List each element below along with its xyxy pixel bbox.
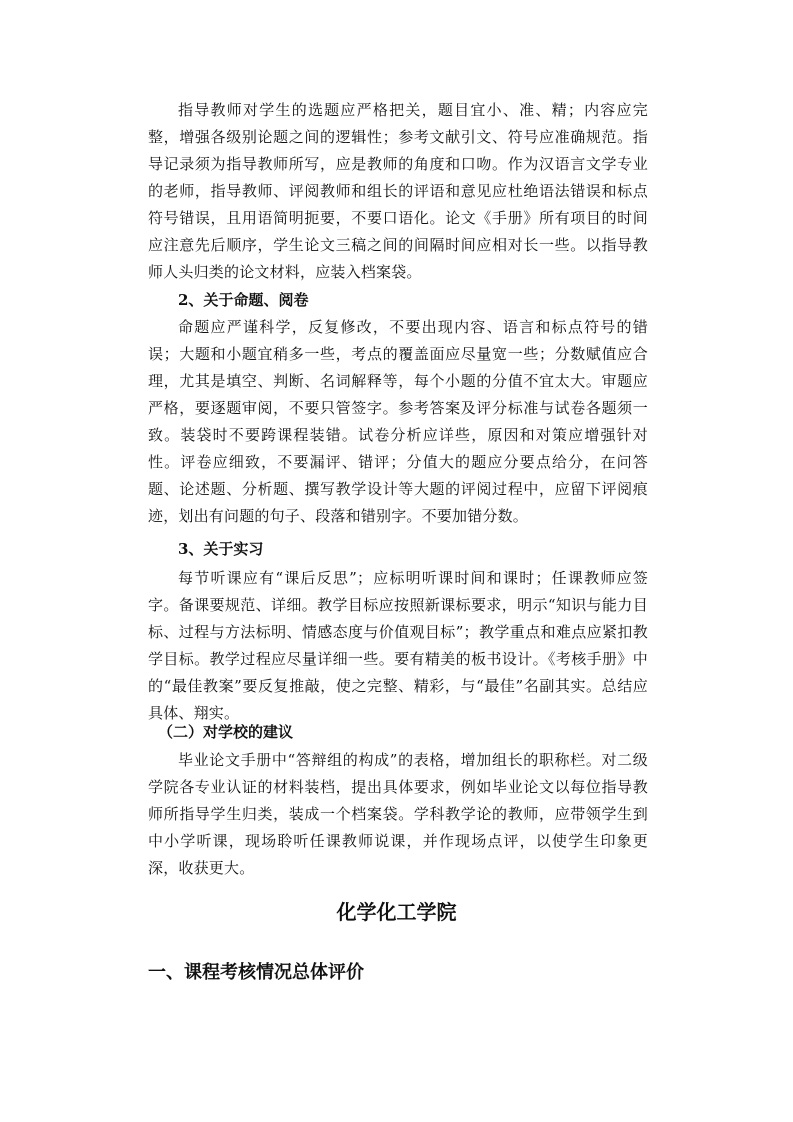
heading-exam-marking: 2、关于命题、阅卷 [178,291,309,309]
section-title: 化学化工学院 [336,900,457,924]
heading-school-suggestions: （二）对学校的建议 [158,723,294,741]
paragraph-thesis-guidance: 指导教师对学生的选题应严格把关，题目宜小、准、精；内容应完整，增强各级别论题之间的逻辑性；参考文献引文、符号应准确规范。指导记录须为指导教师所写，应是教师的角度和口吻。作为汉语言文学专业的老师，指导教师、评阅教师和组长的评语和意见应杜绝语法错误和标点符号错误，且用语简明扼要，不要口语化。论文《手册》所有项目的时间应注意先后顺序，学生论文三稿之间的间隔时间应相对长一些。以指导教师人头归类的论文材料，应装入档案袋。 [148,101,648,281]
chapter-heading: 一、课程考核情况总体评价 [148,962,364,983]
paragraph-school-suggestions: 毕业论文手册中“答辩组的构成”的表格，增加组长的职称栏。对二级学院各专业认证的材料装档，提出具体要求，例如毕业论文以每位指导教师所指导学生归类，装成一个档案袋。学科教学论的教师，应带领学生到中小学听课，现场聆听任课教师说课，并作现场点评，以使学生印象更深，收获更大。 [148,751,648,877]
paragraph-internship: 每节听课应有“课后反思”；应标明听课时间和课时；任课教师应签字。备课要规范、详细。教学目标应按照新课标要求，明示“知识与能力目标、过程与方法标明、情感态度与价值观目标”；教学重点和难点应紧扣教学目标。教学过程应尽量详细一些。要有精美的板书设计。《考核手册》中的“最佳教案”要反复推敲，使之完整、精彩，与“最佳”名副其实。总结应具体、翔实。 [148,569,648,722]
paragraph-exam-marking: 命题应严谨科学，反复修改，不要出现内容、语言和标点符号的错误；大题和小题宜稍多一些，考点的覆盖面应尽量宽一些；分数赋值应合理，尤其是填空、判断、名词解释等，每个小题的分值不宜太大。审题应严格，要逐题审阅，不要只管签字。参考答案及评分标准与试卷各题须一致。装袋时不要跨课程装错。试卷分析应详些，原因和对策应增强针对性。评卷应细致，不要漏评、错评；分值大的题应分要点给分，在问答题、论述题、分析题、撰写教学设计等大题的评阅过程中，应留下评阅痕迹，划出有问题的句子、段落和错别字。不要加错分数。 [148,318,648,525]
heading-internship: 3、关于实习 [178,540,264,558]
